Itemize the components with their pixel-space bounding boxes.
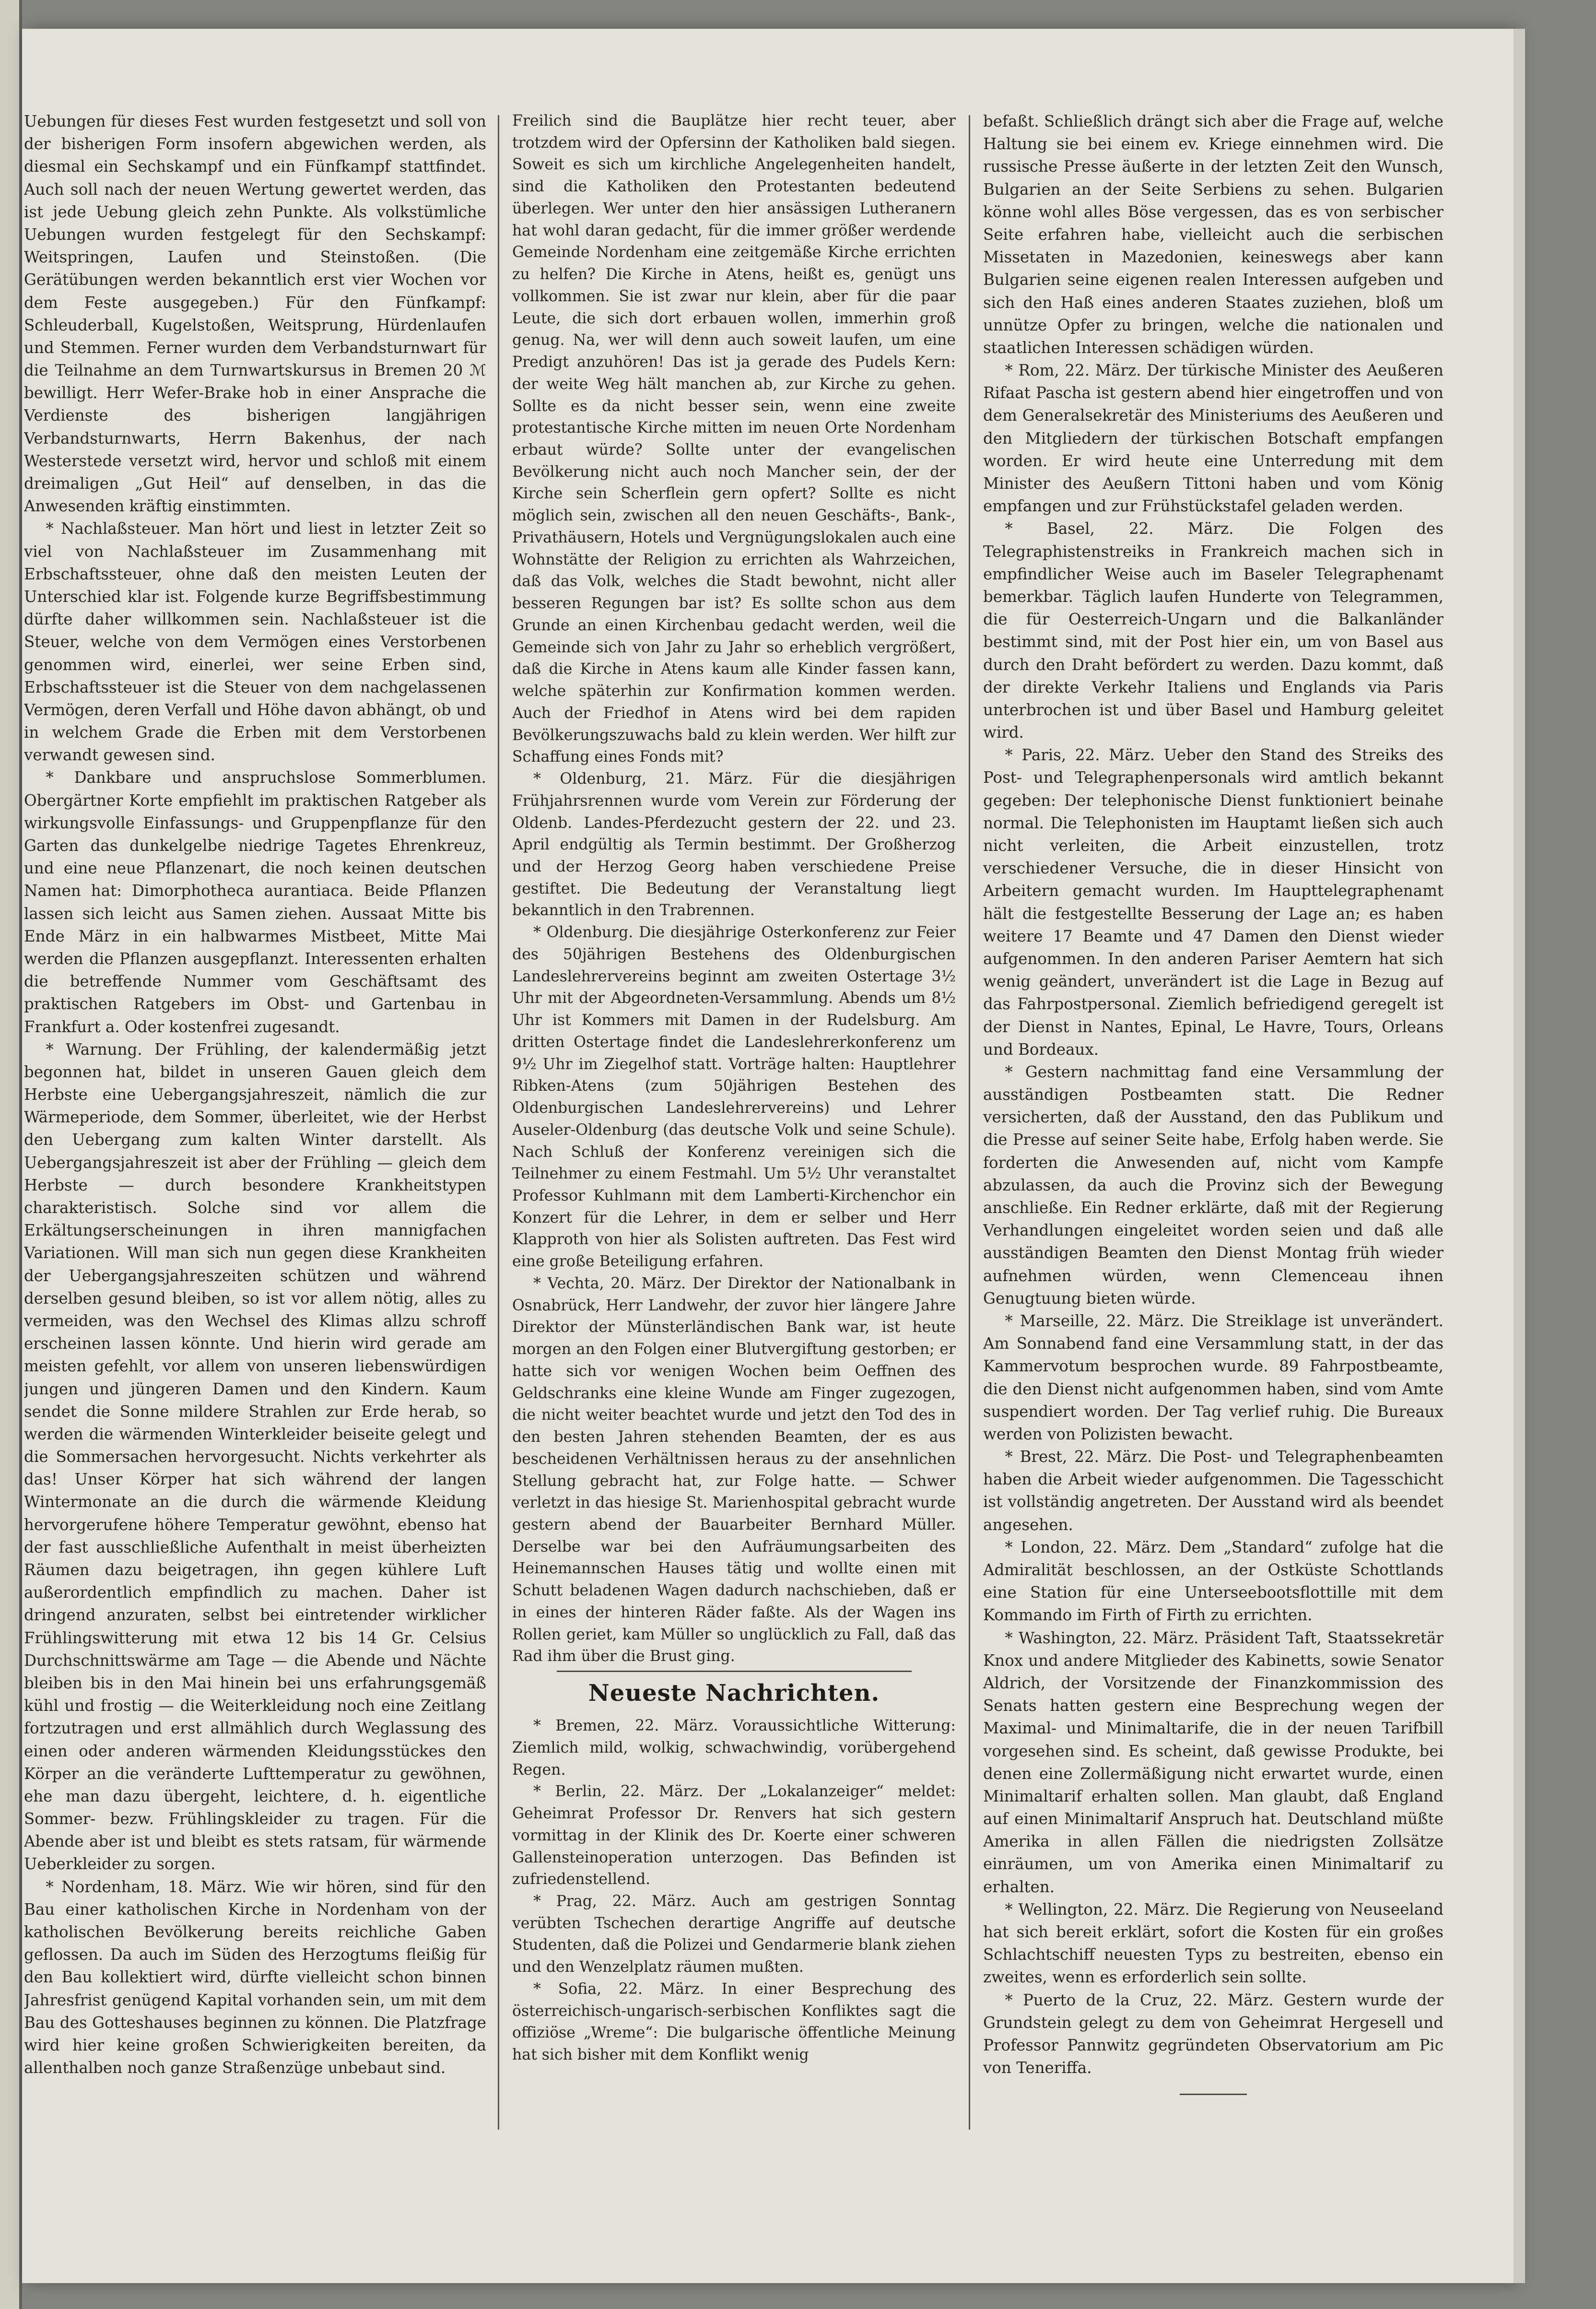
column-3 [983, 110, 1443, 2130]
article-paragraph: * Wellington, 22. März. Die Regierung von Neuseeland hat sich bereit erklärt, sofort die Kosten für ein großes Schlachtschiff neuesten Typs zu bestreiten, ebenso ein zweites, wenn es erforderlich sein sollte. [983, 1900, 1443, 1987]
article-paragraph: * Puerto de la Cruz, 22. März. Gestern wurde der Grundstein gelegt zu dem von Geheimrat Hergesell und Professor Pannwitz gegründeten Observatorium am Pic von Teneriffa. [983, 1991, 1443, 2077]
end-rule [1180, 2094, 1247, 2095]
article-paragraph: Freilich sind die Bauplätze hier recht teuer, aber trotzdem wird der Opfersinn der Katholiken bald siegen. Soweit es sich um kirchliche Angelegenheiten handelt, sind die Katholiken den Protestanten bedeutend überlegen. Wer unter den hier ansässigen Lutheranern hat wohl daran gedacht, für die immer größer werdende Gemeinde Nordenham eine zeitgemäße Kirche errichten zu helfen? Die Kirche in Atens, heißt es, genügt uns vollkommen. Sie ist zwar nur klein, aber für die paar Leute, die sich dort erbauen wollen, immerhin groß genug. Na, wer will denn auch soweit laufen, um eine Predigt anzuhören! Das ist ja gerade des Pudels Kern: der weite Weg hält manchen ab, zur Kirche zu gehen. Sollte es da nicht besser sein, wenn eine zweite protestantische Kirche mitten im neuen Orte Nordenham erbaut würde? Sollte unter der evangelischen Bevölkerung nicht auch noch Mancher sein, der der Kirche sein Scherflein gern opfert? Sollte es nicht möglich sein, zwischen all den neuen Geschäfts-, Bank-, Privathäusern, Hotels und Vergnügungslokalen auch eine Wohnstätte der Religion zu errichten als Wahrzeichen, daß das Volk, welches die Stadt bewohnt, nicht aller besseren Regungen bar ist? Es sollte schon aus dem Grunde an einen Kirchenbau gedacht werden, weil die Gemeinde sich von Jahr zu Jahr so erheblich vergrößert, daß die Kirche in Atens kaum alle Kinder fassen kann, welche späterhin zur Konfirmation kommen werden. Auch der Friedhof in Atens wird bei dem rapiden Bevölkerungszuwachs bald zu klein werden. Wer hilft zur Schaffung eines Fonds mit? [512, 112, 956, 766]
article-paragraph: * Vechta, 20. März. Der Direktor der Nationalbank in Osnabrück, Herr Landwehr, der zuvor hier längere Jahre Direktor der Münsterländischen Bank war, ist heute morgen an den Folgen einer Blutvergiftung gestorben; er hatte sich vor wenigen Wochen beim Oeffnen des Geldschranks eine kleine Wunde am Finger zugezogen, die nicht weiter beachtet wurde und jetzt den Tod des in den besten Jahren stehenden Beamten, der es aus bescheidenen Verhältnissen heraus zu der ansehnlichen Stellung gebracht hat, zur Folge hatte. — Schwer verletzt in das hiesige St. Marienhospital gebracht wurde gestern abend der Bauarbeiter Bernhard Müller. Derselbe war bei den Aufräumungsarbeiten des Heinemannschen Hauses tätig und wollte einen mit Schutt beladenen Wagen dadurch nachschieben, daß er in eines der hinteren Räder faßte. Als der Wagen ins Rollen geriet, kam Müller so unglücklich zu Fall, daß das Rad ihm über die Brust ging. [512, 1274, 956, 1665]
article-paragraph: * Marseille, 22. März. Die Streiklage ist unverändert. Am Sonnabend fand eine Versammlung statt, in der das Kammervotum besprochen wurde. 89 Fahrpostbeamte, die den Dienst nicht aufgenommen haben, sind vom Amte suspendiert worden. Der Tag verlief ruhig. Die Bureaux werden von Polizisten bewacht. [983, 1311, 1443, 1443]
article-paragraph: * Basel, 22. März. Die Folgen des Telegraphistenstreiks in Frankreich machen sich in empfindlicher Weise auch im Baseler Telegraphenamt bemerkbar. Täglich laufen Hunderte von Telegrammen, die für Oesterreich-Ungarn und die Balkanländer bestimmt sind, mit der Post hier ein, um von Basel aus durch den Draht befördert zu werden. Dazu kommt, daß der direkte Verkehr Italiens und Englands via Paris unterbrochen ist und über Basel und Hamburg geleitet wird. [983, 519, 1443, 742]
article-paragraph: * Gestern nachmittag fand eine Versammlung der ausständigen Postbeamten statt. Die Redner versicherten, daß der Ausstand, den das Publikum und die Presse auf seiner Seite habe, Erfolg haben werde. Sie forderten die Anwesenden auf, nicht vom Kampfe abzulassen, da auch die Provinz sich der Bewegung anschließe. Ein Redner erklärte, daß mit der Regierung Verhandlungen eingeleitet worden seien und daß alle ausständigen Beamten den Dienst Montag früh wieder aufnehmen würden, wenn Clemenceau ihnen Genugtuung bieten würde. [983, 1062, 1443, 1308]
article-paragraph: * Warnung. Der Frühling, der kalendermäßig jetzt begonnen hat, bildet in unseren Gauen gleich dem Herbste eine Uebergangsjahreszeit, nämlich die zur Wärmeperiode, dem Sommer, überleitet, wie der Herbst den Uebergang zum kalten Winter darstellt. Als Uebergangsjahreszeit ist aber der Frühling — gleich dem Herbste — durch besondere Krankheitstypen charakteristisch. Solche sind vor allem die Erkältungserscheinungen in ihren mannigfachen Variationen. Will man sich nun gegen diese Krankheiten der Uebergangsjahreszeiten schützen und während derselben gesund bleiben, so ist vor allem nötig, alles zu vermeiden, was den Wechsel des Klimas allzu schroff erscheinen lassen könnte. Und hierin wird gerade am meisten gefehlt, vor allem von unseren liebenswürdigen jungen und jüngeren Damen und den Kindern. Kaum sendet die Sonne mildere Strahlen zur Erde herab, so werden die wärmenden Winterkleider beiseite gelegt und die Sommersachen hervorgesucht. Nichts verkehrter als das! Unser Körper hat sich während der langen Wintermonate an die durch die wärmende Kleidung hervorgerufene höhere Temperatur gewöhnt, ebenso hat der fast ausschließliche Aufenthalt in meist überheizten Räumen dazu beigetragen, ihn gegen kühlere Luft außerordentlich empfindlich zu machen. Daher ist dringend anzuraten, selbst bei eintretender wirklicher Frühlingswitterung mit etwa 12 bis 14 Gr. Celsius Durchschnittswärme am Tage — die Abende und Nächte bleiben bis in den Mai hinein bei uns erfahrungsgemäß kühl und frostig — die Weiterkleidung noch eine Zeitlang fortzutragen und erst allmählich durch Weglassung des einen oder anderen wärmenden Kleidungsstückes den Körper an die veränderte Lufttemperatur zu gewöhnen, ehe man dazu übergeht, leichtere, d. h. eigentliche Sommer- bezw. Frühlingskleider zu tragen. Für die Abende aber ist und bleibt es stets ratsam, für wärmende Ueberkleider zu sorgen. [24, 1040, 486, 1873]
article-paragraph: * Paris, 22. März. Ueber den Stand des Streiks des Post- und Telegraphenpersonals wird amtlich bekannt gegeben: Der telephonische Dienst funktioniert beinahe normal. Die Telephonisten im Hauptamt ließen sich auch nicht verleiten, die Arbeit einzustellen, trotz verschiedener Versuche, die in dieser Hinsicht von Arbeitern gemacht wurden. Im Haupttelegraphenamt hält die festgestellte Besserung der Lage an; es haben weitere 17 Beamte und 47 Damen den Dienst wieder aufgenommen. In den anderen Pariser Aemtern hat sich wenig geändert, unverändert ist die Lage in Bezug auf das Fahrpostpersonal. Ziemlich befriedigend geregelt ist der Dienst in Nantes, Epinal, Le Havre, Tours, Orleans und Bordeaux. [983, 746, 1443, 1059]
article-paragraph: * London, 22. März. Dem „Standard“ zufolge hat die Admiralität beschlossen, an der Ostküste Schottlands eine Station für eine Unterseebootsflottille mit dem Kommando im Firth of Firth zu errichten. [983, 1538, 1443, 1625]
article-paragraph: * Oldenburg, 21. März. Für die diesjährigen Frühjahrsrennen wurde vom Verein zur Förderung der Oldenb. Landes-Pferdezucht gestern der 22. und 23. April endgültig als Termin bestimmt. Der Großherzog und der Herzog Georg haben verschiedene Preise gestiftet. Die Bedeutung der Veranstaltung liegt bekanntlich in den Trabrennen. [512, 770, 956, 919]
article-paragraph: * Oldenburg. Die diesjährige Osterkonferenz zur Feier des 50jährigen Bestehens des Oldenburgischen Landeslehrervereins beginnt am zweiten Ostertage 3½ Uhr mit der Abgeordneten-Versammlung. Abends um 8½ Uhr ist Kommers mit Damen in der Rudelsburg. Am dritten Ostertage findet die Landeslehrerkonferenz um 9½ Uhr im Ziegelhof statt. Vorträge halten: Hauptlehrer Ribken-Atens (zum 50jährigen Bestehen des Oldenburgischen Landeslehrervereins) und Lehrer Auseler-Oldenburg (das deutsche Volk und seine Schule). Nach Schluß der Konferenz vereinigen sich die Teilnehmer zu einem Festmahl. Um 5½ Uhr veranstaltet Professor Kuhlmann mit dem Lamberti-Kirchenchor ein Konzert für die Lehrer, in dem er selber und Herr Klapproth von hier als Solisten auftreten. Das Fest wird eine große Beteiligung erfahren. [512, 924, 956, 1271]
article-paragraph: * Nachlaßsteuer. Man hört und liest in letzter Zeit so viel von Nachlaßsteuer im Zusammenhang mit Erbschaftssteuer, ohne daß den meisten Leuten der Unterschied klar ist. Folgende kurze Begriffsbestimmung dürfte daher willkommen sein. Nachlaßsteuer ist die Steuer, welche von dem Vermögen eines Verstorbenen genommen wird, einerlei, wer seine Erben sind, Erbschaftssteuer ist die Steuer von dem nachgelassenen Vermögen, deren Verfall und Höhe davon abhängt, ob und in welchem Grade die Erben mit dem Verstorbenen verwandt gewesen sind. [24, 519, 486, 765]
article-paragraph: * Prag, 22. März. Auch am gestrigen Sonntag verübten Tschechen derartige Angriffe auf deutsche Studenten, daß die Polizei und Gendarmerie blank ziehen und den Wenzelplatz räumen mußten. [512, 1893, 956, 1976]
article-paragraph: befaßt. Schließlich drängt sich aber die Frage auf, welche Haltung sie bei einem ev. Kriege einnehmen wird. Die russische Presse äußerte in der letzten Zeit den Wunsch, Bulgarien an der Seite Serbiens zu sehen. Bulgarien könne wohl alles Böse vergessen, das es von serbischer Seite erfahren habe, vielleicht auch die serbischen Missetaten in Mazedonien, keineswegs aber kann Bulgarien seine eigenen realen Interessen aufgeben und sich den Haß eines anderen Staates zuziehen, bloß um unnütze Opfer zu bringen, welche die nationalen und staatlichen Interessen schädigen würden. [983, 112, 1443, 357]
section-heading: Neueste Nachrichten. [588, 1680, 880, 1707]
article-paragraph: * Bremen, 22. März. Voraussichtliche Witterung: Ziemlich mild, wolkig, schwachwindig, vorübergehend Regen. [512, 1717, 956, 1779]
article-paragraph: * Washington, 22. März. Präsident Taft, Staatssekretär Knox und andere Mitglieder des Kabinetts, sowie Senator Aldrich, der Vorsitzende der Finanzkommission des Senats hatten gestern eine Besprechung wegen der Maximal- und Minimaltarife, die in der neuen Tarifbill vorgesehen sind. Es scheint, daß gewisse Produkte, bei denen eine Zollermäßigung nicht erwartet wurde, einen Minimaltarif erhalten sollen. Man glaubt, daß England auf einen Minimaltarif Anspruch hat. Deutschland müßte Amerika in allen Fällen die niedrigsten Zollsätze einräumen, um von Amerika einen Minimaltarif zu erhalten. [983, 1628, 1443, 1896]
article-paragraph: * Brest, 22. März. Die Post- und Telegraphenbeamten haben die Arbeit wieder aufgenommen. Die Tagesschicht ist vollständig angetreten. Der Ausstand wird als beendet angesehen. [983, 1448, 1443, 1534]
column-divider-1 [498, 115, 499, 2130]
column-2 [512, 110, 956, 2130]
column-divider-2 [969, 115, 970, 2130]
article-paragraph: * Dankbare und anspruchslose Sommerblumen. Obergärtner Korte empfiehlt im praktischen Ratgeber als wirkungsvolle Einfassungs- und Gruppenpflanze für den Garten das dunkelgelbe niedrige Tagetes Ehrenkreuz, und eine neue Pflanzenart, die noch keinen deutschen Namen hat: Dimorphotheca aurantiaca. Beide Pflanzen lassen sich leicht aus Samen ziehen. Aussaat Mitte bis Ende März in ein halbwarmes Mistbeet, Mitte Mai werden die Pflanzen ausgepflanzt. Interessenten erhalten die betreffende Nummer vom Geschäftsamt des praktischen Ratgebers im Obst- und Gartenbau in Frankfurt a. Oder kostenfrei zugesandt. [24, 768, 486, 1036]
page-edge [1514, 29, 1525, 2283]
section-rule [557, 1671, 912, 1672]
article-paragraph: * Rom, 22. März. Der türkische Minister des Aeußeren Rifaat Pascha ist gestern abend hier eingetroffen und von dem Generalsekretär des Ministeriums des Aeußeren und den Mitgliedern der türkischen Botschaft empfangen worden. Er wird heute eine Unterredung mit dem Minister des Aeußern Tittoni haben und vom König empfangen und zur Frühstückstafel geladen werden. [983, 361, 1443, 516]
article-paragraph: Uebungen für dieses Fest wurden festgesetzt und soll von der bisherigen Form insofern abgewichen werden, als diesmal ein Sechskampf und ein Fünfkampf stattfindet. Auch soll nach der neuen Wertung gewertet werden, das ist jede Uebung gleich zehn Punkte. Als volkstümliche Uebungen wurden festgelegt für den Sechskampf: Weitspringen, Laufen und Steinstoßen. (Die Gerätübungen werden bekanntlich erst vier Wochen vor dem Feste ausgegeben.) Für den Fünfkampf: Schleuderball, Kugelstoßen, Weitsprung, Hürdenlaufen und Stemmen. Ferner wurden dem Verbandsturnwart für die Teilnahme an dem Turnwartskursus in Bremen 20 ℳ bewilligt. Herr Wefer-Brake hob in einer Ansprache die Verdienste des bisherigen langjährigen Verbandsturnwarts, Herrn Bakenhus, der nach Westerstede versetzt wird, hervor und schloß mit einem dreimaligen „Gut Heil“ auf denselben, in das die Anwesenden kräftig einstimmten. [24, 112, 486, 516]
article-paragraph: * Sofia, 22. März. In einer Besprechung des österreichisch-ungarisch-serbischen Konfliktes sagt die offiziöse „Wreme“: Die bulgarische öffentliche Meinung hat sich bisher mit dem Konflikt wenig [512, 1980, 956, 2064]
adjacent-page-edge [0, 0, 22, 2309]
article-paragraph: * Nordenham, 18. März. Wie wir hören, sind für den Bau einer katholischen Kirche in Nordenham von der katholischen Bevölkerung bereits reichliche Gaben geflossen. Da auch im Süden des Herzogtums fleißig für den Bau kollektiert wird, dürfte vielleicht schon binnen Jahresfrist genügend Kapital vorhanden sein, um mit dem Bau des Gotteshauses beginnen zu können. Die Platzfrage wird hier keine großen Schwierigkeiten bereiten, da allenthalben noch ganze Straßenzüge unbebaut sind. [24, 1877, 486, 2077]
article-paragraph: * Berlin, 22. März. Der „Lokalanzeiger“ meldet: Geheimrat Professor Dr. Renvers hat sich gestern vormittag in der Klinik des Dr. Koerte einer schweren Gallensteinoperation unterzogen. Das Befinden ist zufriedenstellend. [512, 1783, 956, 1888]
column-1 [24, 110, 486, 2130]
